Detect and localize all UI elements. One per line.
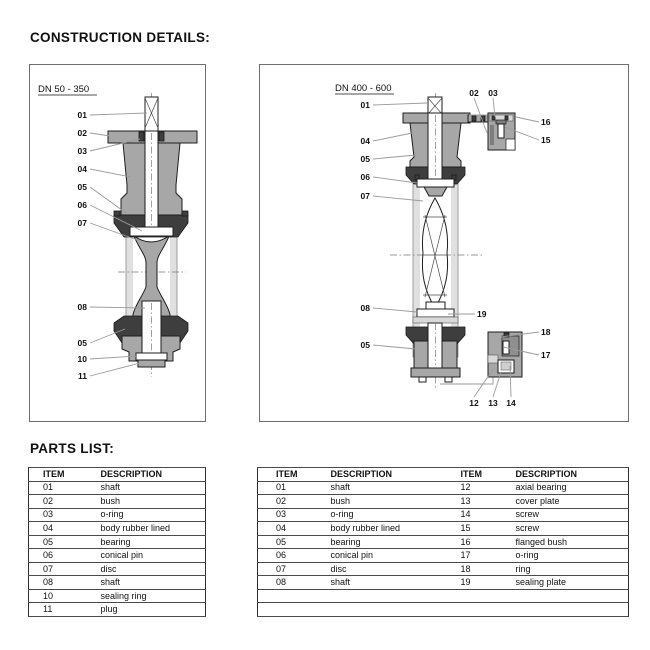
construction-details-title: CONSTRUCTION DETAILS:: [30, 30, 211, 45]
callout-07: 07: [77, 218, 87, 228]
table-row: [258, 481, 629, 495]
table-cell: 04: [29, 522, 87, 536]
table-cell: flanged bush: [498, 535, 629, 549]
valve-drawing-dn400-600: [260, 65, 628, 421]
table-row: [29, 562, 206, 576]
table-cell: 19: [443, 576, 498, 590]
table-cell: 10: [29, 589, 87, 603]
callout-01: 01: [77, 110, 87, 120]
table-cell: screw: [498, 522, 629, 536]
table-cell: shaft: [87, 576, 206, 590]
bush: [472, 116, 476, 121]
diagram-title-dn400-600: DN 400 - 600: [335, 83, 392, 94]
table-cell: 12: [443, 481, 498, 495]
table-cell: 01: [29, 481, 87, 495]
table-row: [29, 589, 206, 603]
table-cell: [258, 589, 313, 603]
table-cell: shaft: [313, 481, 443, 495]
callout-02: 02: [469, 88, 479, 98]
screw: [498, 124, 504, 138]
col-header-description: DESCRIPTION: [87, 468, 206, 482]
table-row: [258, 603, 629, 617]
callout-05b: 05: [360, 340, 370, 350]
table-row: [258, 549, 629, 563]
callout-07: 07: [360, 191, 370, 201]
table-cell: disc: [87, 562, 206, 576]
table-row: [258, 589, 629, 603]
axial-bearing: [488, 355, 498, 363]
table-cell: 05: [29, 535, 87, 549]
table-cell: [443, 603, 498, 617]
col-header-description-2: DESCRIPTION: [498, 468, 629, 482]
bottom-plate: [411, 368, 460, 377]
shaft-coupling: [426, 302, 445, 309]
table-cell: o-ring: [313, 508, 443, 522]
table-row: [29, 603, 206, 617]
table-row: [258, 576, 629, 590]
table-cell: screw: [498, 508, 629, 522]
screw-right: [445, 377, 452, 382]
table-row: [258, 562, 629, 576]
table-row: [258, 535, 629, 549]
table-cell: 05: [258, 535, 313, 549]
callout-05: 05: [77, 182, 87, 192]
callout-13: 13: [488, 398, 498, 408]
callout-12: 12: [469, 398, 479, 408]
callout-03: 03: [77, 146, 87, 156]
table-cell: disc: [313, 562, 443, 576]
table-cell: bush: [87, 495, 206, 509]
table-cell: bearing: [313, 535, 443, 549]
table-cell: axial bearing: [498, 481, 629, 495]
table-cell: [313, 603, 443, 617]
table-row: [29, 508, 206, 522]
table-cell: o-ring: [498, 549, 629, 563]
o-ring: [159, 132, 164, 141]
table-cell: 04: [258, 522, 313, 536]
callout-14: 14: [506, 398, 516, 408]
table-row: [258, 508, 629, 522]
bush: [139, 132, 144, 141]
callout-08: 08: [360, 303, 370, 313]
col-header-item: ITEM: [29, 468, 87, 482]
table-cell: [498, 589, 629, 603]
table-header-row: [258, 468, 629, 482]
table-cell: 07: [29, 562, 87, 576]
table-cell: plug: [87, 603, 206, 617]
diagram-title-dn50-350: DN 50 - 350: [38, 84, 90, 95]
table-cell: 08: [29, 576, 87, 590]
lower-bearing-band: [417, 309, 454, 317]
valve-cross-section: [108, 93, 197, 377]
table-cell: 06: [258, 549, 313, 563]
callout-10: 10: [77, 354, 87, 364]
table-row: [258, 495, 629, 509]
parts-list-title: PARTS LIST:: [30, 441, 115, 456]
table-cell: [258, 603, 313, 617]
table-cell: 15: [443, 522, 498, 536]
shaft-bottom: [428, 323, 442, 368]
table-cell: cover plate: [498, 495, 629, 509]
sealing-ring: [136, 353, 167, 360]
callout-01: 01: [360, 100, 370, 110]
table-cell: o-ring: [87, 508, 206, 522]
callout-04: 04: [360, 136, 370, 146]
table-cell: 01: [258, 481, 313, 495]
table-cell: 06: [29, 549, 87, 563]
callout-08: 08: [77, 302, 87, 312]
table-cell: ring: [498, 562, 629, 576]
table-cell: [313, 589, 443, 603]
table-cell: 03: [258, 508, 313, 522]
sealing-plate: [413, 317, 458, 323]
callout-16: 16: [541, 117, 551, 127]
screw-left: [419, 377, 426, 382]
table-cell: body rubber lined: [87, 522, 206, 536]
table-cell: 03: [29, 508, 87, 522]
shaft-column: [428, 113, 442, 179]
col-header-item: ITEM: [258, 468, 313, 482]
diagram-panel-dn400-600: [259, 64, 629, 422]
callout-03: 03: [488, 88, 498, 98]
table-row: [258, 522, 629, 536]
table-cell: 07: [258, 562, 313, 576]
table-cell: 17: [443, 549, 498, 563]
table-cell: bearing: [87, 535, 206, 549]
table-row: [29, 481, 206, 495]
col-header-description: DESCRIPTION: [313, 468, 443, 482]
table-row: [29, 535, 206, 549]
table-cell: 18: [443, 562, 498, 576]
callout-11: 11: [78, 371, 87, 381]
table-cell: 02: [258, 495, 313, 509]
table-cell: 08: [258, 576, 313, 590]
table-cell: shaft: [87, 481, 206, 495]
callout-19: 19: [477, 309, 487, 319]
table-cell: conical pin: [313, 549, 443, 563]
table-cell: conical pin: [87, 549, 206, 563]
diagram-panel-dn50-350: [29, 64, 206, 422]
callout-05b: 05: [77, 338, 87, 348]
table-cell: sealing ring: [87, 589, 206, 603]
valve-cross-section: [390, 93, 494, 390]
table-cell: [443, 589, 498, 603]
callout-05: 05: [360, 154, 370, 164]
table-cell: [498, 603, 629, 617]
table-row: [29, 576, 206, 590]
table-cell: 16: [443, 535, 498, 549]
callout-18: 18: [541, 327, 551, 337]
callout-04: 04: [77, 164, 87, 174]
callout-17: 17: [541, 350, 551, 360]
table-cell: body rubber lined: [313, 522, 443, 536]
table-cell: 14: [443, 508, 498, 522]
table-cell: 02: [29, 495, 87, 509]
parts-table-left: [28, 467, 206, 617]
col-header-item-2: ITEM: [443, 468, 498, 482]
table-cell: 13: [443, 495, 498, 509]
callout-15: 15: [541, 135, 551, 145]
valve-drawing-dn50-350: [30, 65, 205, 421]
table-cell: sealing plate: [498, 576, 629, 590]
callout-06: 06: [360, 172, 370, 182]
table-cell: shaft: [313, 576, 443, 590]
table-cell: bush: [313, 495, 443, 509]
table-row: [29, 522, 206, 536]
table-header-row: [29, 468, 206, 482]
pin-retainer: [417, 179, 454, 187]
table-row: [29, 549, 206, 563]
callout-labels: [78, 110, 88, 381]
callout-06: 06: [77, 200, 87, 210]
plug: [138, 360, 165, 367]
table-cell: 11: [29, 603, 87, 617]
screw-head: [496, 120, 506, 124]
table-row: [29, 495, 206, 509]
callout-02: 02: [77, 128, 87, 138]
parts-table-right: [257, 467, 629, 617]
